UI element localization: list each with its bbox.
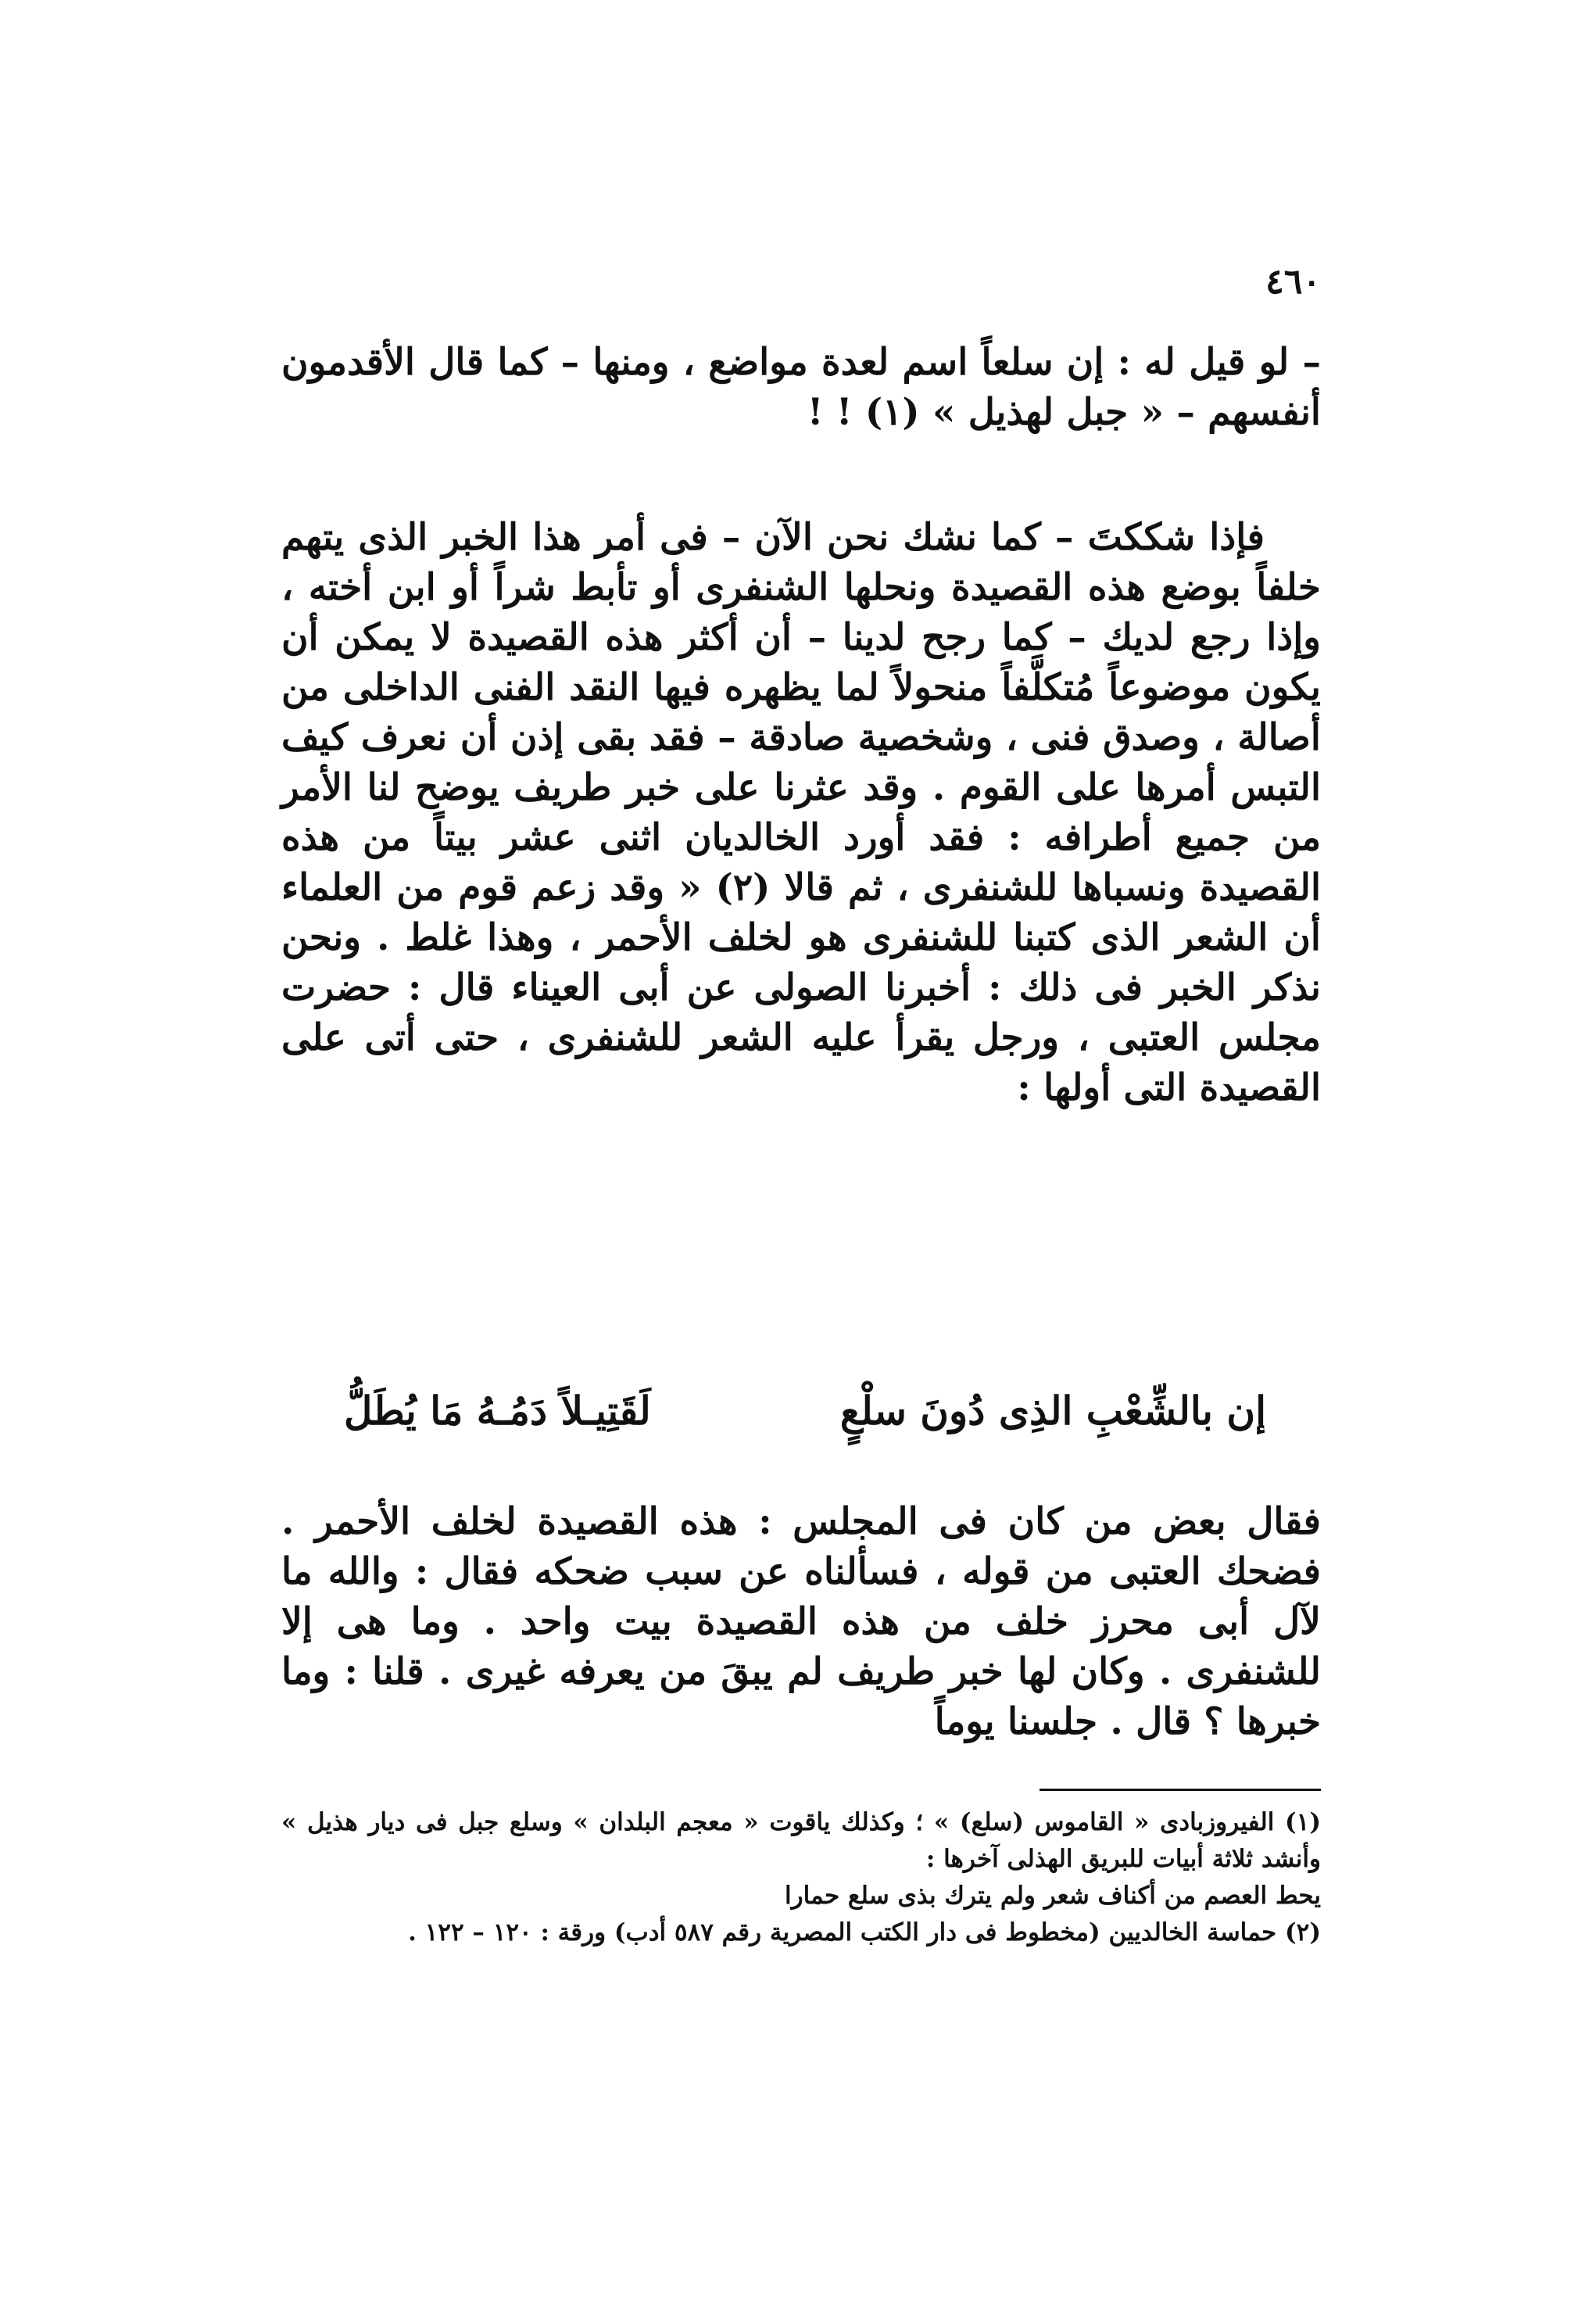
verse-second-hemistich: لَقَتِيـلاً دَمُـهُ مَا يُطَلُّ [344,1388,651,1434]
paragraph-after-verse [281,1497,1321,1747]
page-number: ٤٦٠ [1265,262,1321,302]
footnote-separator [1040,1789,1321,1791]
paragraph-text: – لو قيل له : إن سلعاً اسم لعدة مواضع ، ومنها – كما قال الأقدمون أنفسهم – « جبل لهذيل » (١) ! ! [281,341,1321,434]
footnote-1-verse: يحط العصم من أكناف شعر ولم يترك بذى سلع حمارا [785,1882,1321,1910]
footnotes [281,1804,1321,1951]
footnote-1: (١) الفيروزبادى « القاموس (سلع) » ؛ وكذلك ياقوت « معجم البلدان » وسلع جبل فى ديار هذيل » وأنشد ثلاثة أبيات للبريق الهذلى آخرها : [281,1808,1321,1873]
paragraph-continuation [281,338,1321,438]
footnote-2: (٢) حماسة الخالديين (مخطوط فى دار الكتب المصرية رقم ٥٨٧ أدب) ورقة : ١٢٠ – ١٢٢ . [408,1918,1321,1947]
paragraph-text: فقال بعض من كان فى المجلس : هذه القصيدة لخلف الأحمر . فضحك العتبى من قوله ، فسألناه عن سبب ضحكه فقال : والله ما لآل أبى محرز خلف من هذه القصيدة بيت واحد . وما هى إلا للشنفرى . وكان لها خبر طريف لم يبقَ من يعرفه غيرى . قلنا : وما خبرها ؟ قال . جلسنا يوماً [281,1500,1321,1743]
verse-first-hemistich: إن بالشِّعْبِ الذِى دُونَ سلْعٍ [839,1388,1266,1434]
poem-verse [344,1380,1266,1442]
paragraph-main [281,513,1321,1113]
book-page [281,0,1321,2303]
paragraph-text: فإذا شككتَ – كما نشك نحن الآن – فى أمر هذا الخبر الذى يتهم خلفاً بوضع هذه القصيدة ونحلها الشنفرى أو تأبط شراً أو ابن أخته ، وإذا رجع لديك – كما رجح لدينا – أن أكثر هذه القصيدة لا يمكن أن يكون موضوعاً مُتكلَّفاً منحولاً لما يظهره فيها النقد الفنى الداخلى من أصالة ، وصدق فنى ، وشخصية صادقة – فقد بقى إذن أن نعرف كيف التبس أمرها على القوم . وقد عثرنا على خبر طريف يوضح لنا الأمر من جميع أطرافه : فقد أورد الخالديان اثنى عشر بيتاً من هذه القصيدة ونسباها للشنفرى ، ثم قالا (٢) « وقد زعم قوم من العلماء أن الشعر الذى كتبنا للشنفرى هو لخلف الأحمر ، وهذا غلط . ونحن نذكر الخبر فى ذلك : أخبرنا الصولى عن أبى العيناء قال : حضرت مجلس العتبى ، ورجل يقرأ عليه الشعر للشنفرى ، حتى أتى على القصيدة التى أولها : [281,516,1322,1109]
